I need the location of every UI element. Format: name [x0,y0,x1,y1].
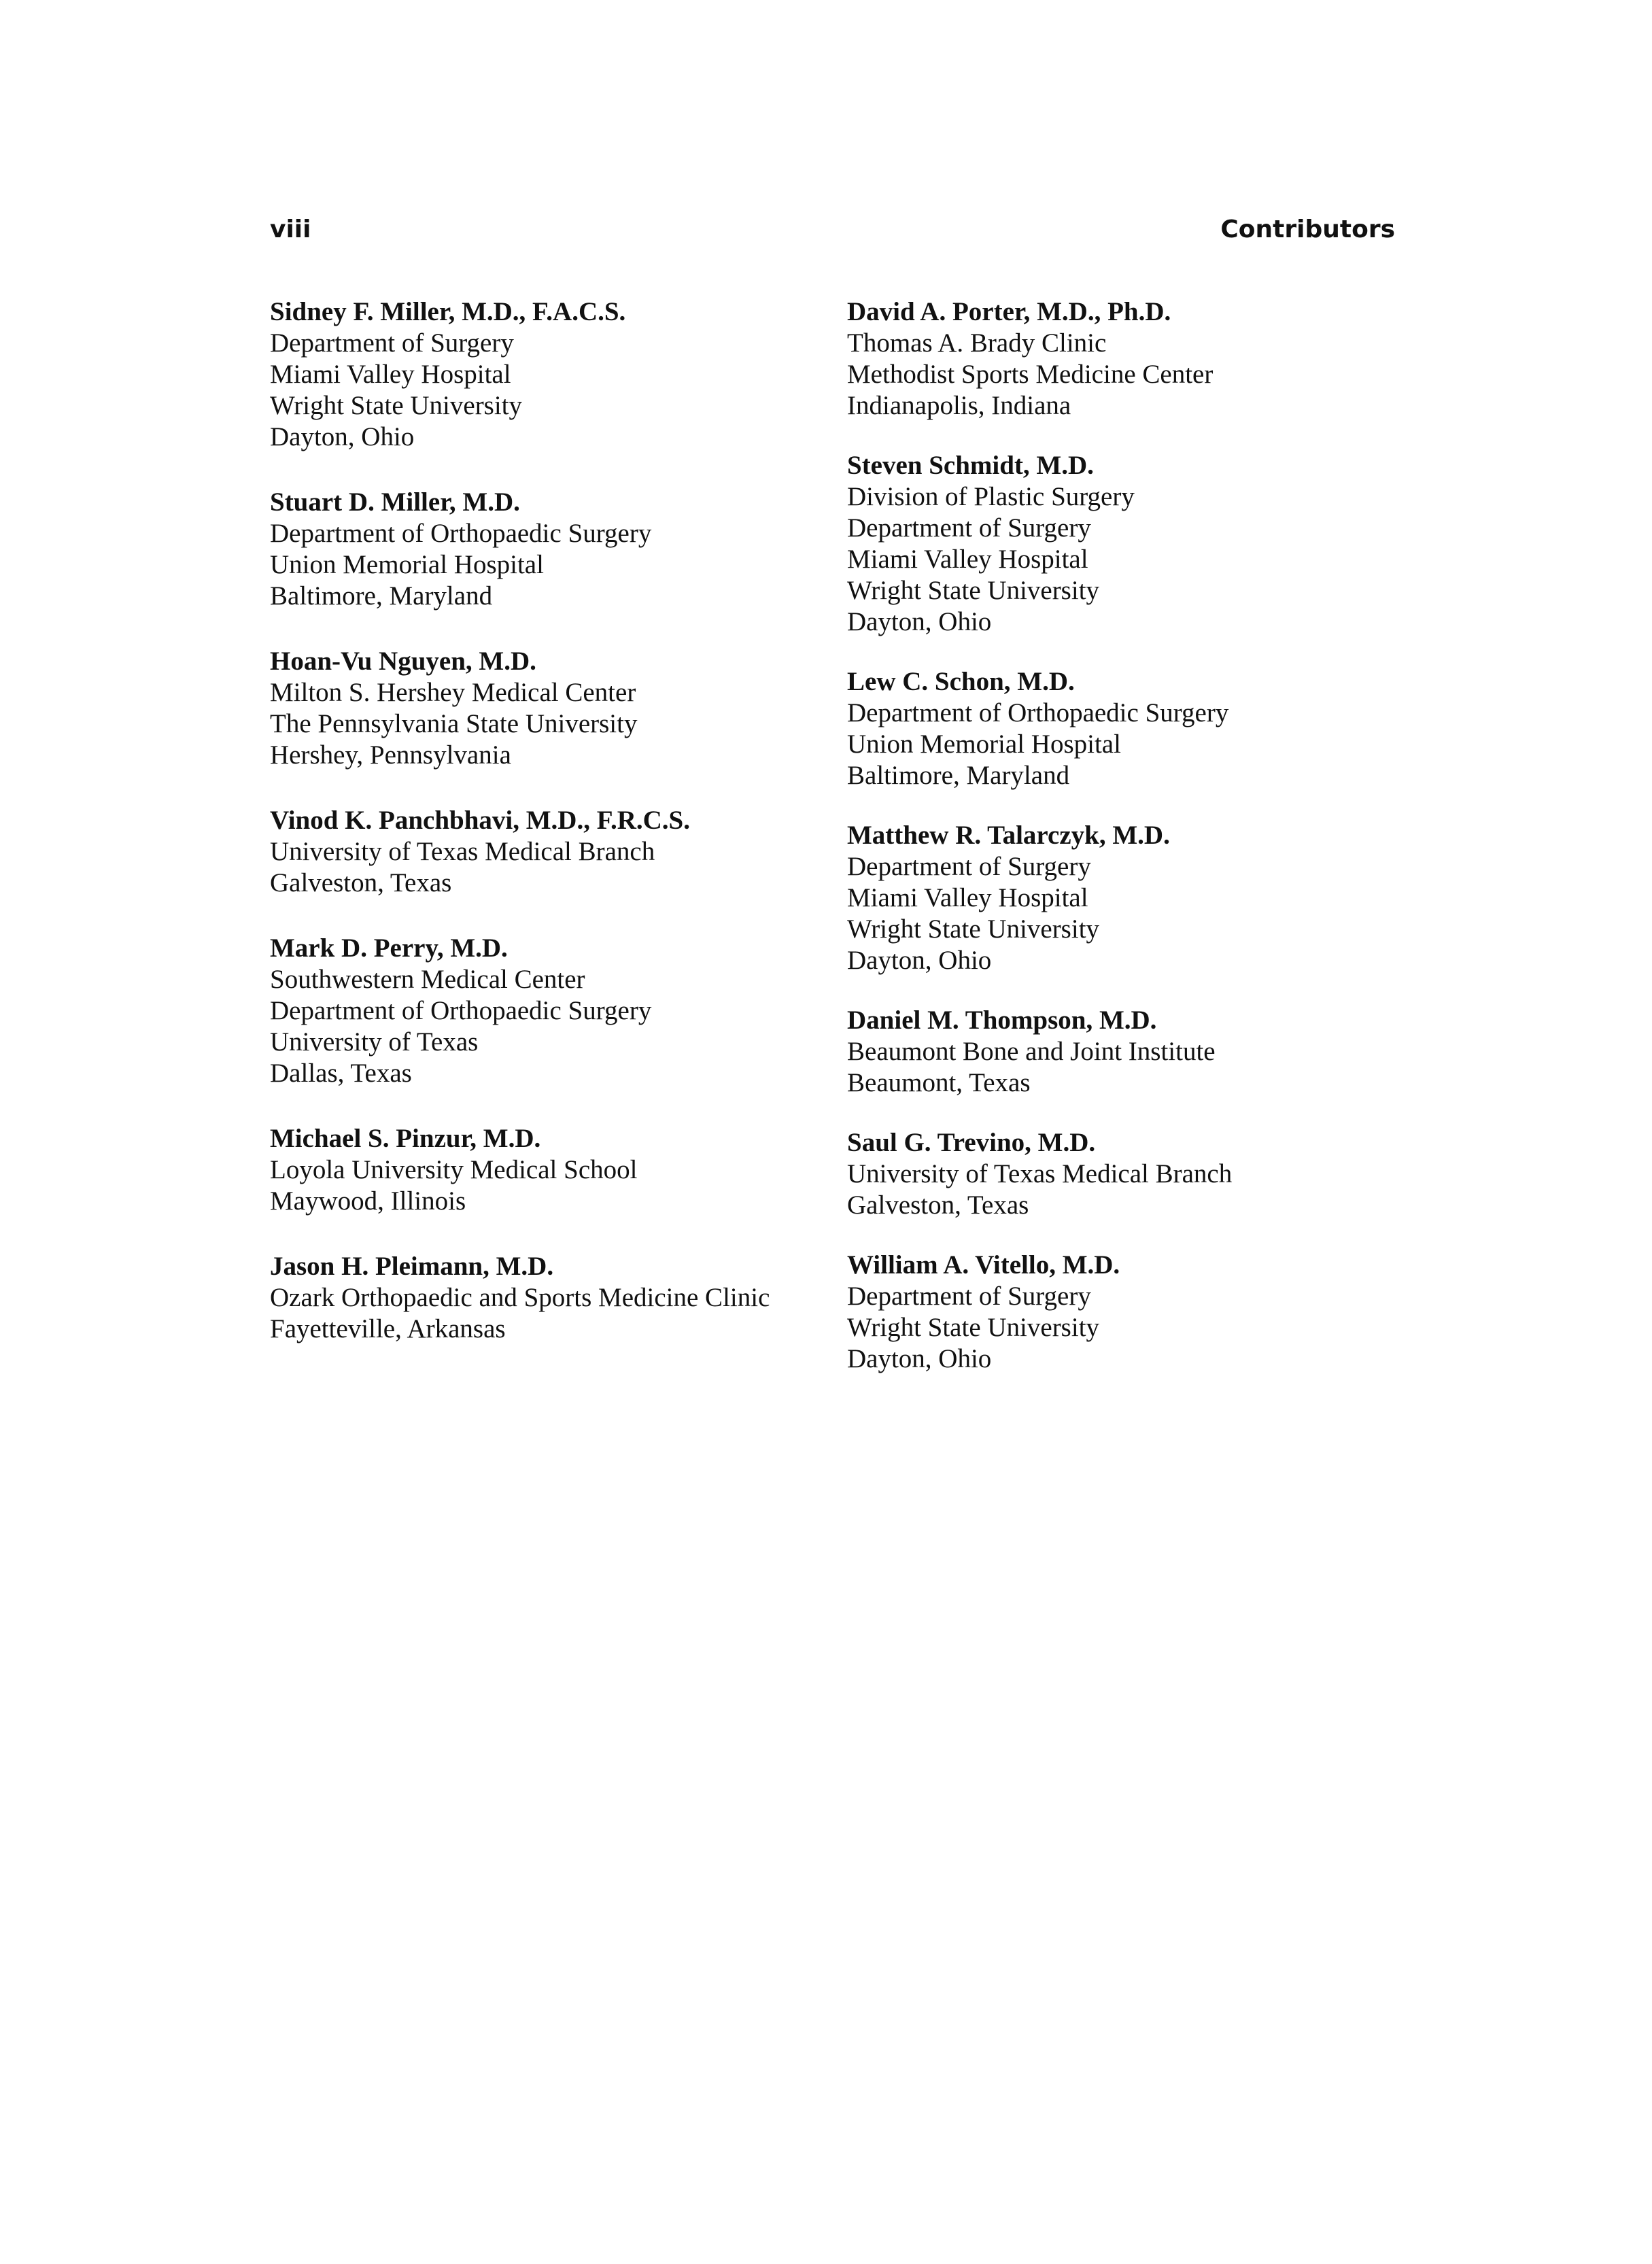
contributor-name: Lew C. Schon, M.D. [847,667,1075,696]
contributor-affiliation-line: Department of Surgery [847,852,1091,881]
contributor-affiliation-line: Thomas A. Brady Clinic [847,328,1107,358]
contributor-entry [270,487,834,612]
contributor-affiliation-line: Dayton, Ohio [847,946,992,975]
contributor-affiliation-line: Southwestern Medical Center [270,965,585,994]
page-number: viii [270,216,311,243]
contributor-affiliation-line: Department of Surgery [847,1282,1091,1311]
contributor-name: Daniel M. Thompson, M.D. [847,1006,1157,1035]
contributor-name: Matthew R. Talarczyk, M.D. [847,821,1170,850]
contributor-name: Saul G. Trevino, M.D. [847,1128,1096,1157]
contributor-affiliation-line: Hershey, Pennsylvania [270,740,511,770]
contributor-affiliation-line: Wright State University [847,1313,1100,1342]
contributor-name: Jason H. Pleimann, M.D. [270,1252,554,1281]
contributor-affiliation-line: Dayton, Ohio [270,422,415,451]
running-header-title: Contributors [1220,216,1395,243]
contributor-name: William A. Vitello, M.D. [847,1250,1120,1280]
contributor-affiliation-line: Department of Orthopaedic Surgery [270,519,652,548]
contributor-affiliation-line: Miami Valley Hospital [847,545,1088,574]
contributor-affiliation-line: Galveston, Texas [270,868,452,897]
contributors-left-column [270,296,834,1379]
contributor-affiliation-line: Wright State University [847,576,1100,605]
contributor-entry [270,646,834,771]
contributor-affiliation-line: Union Memorial Hospital [270,550,544,579]
contributor-affiliation-line: Methodist Sports Medicine Center [847,360,1214,389]
contributor-affiliation-line: Miami Valley Hospital [270,360,511,389]
contributor-affiliation-line: Indianapolis, Indiana [847,391,1071,420]
contributor-affiliation-line: University of Texas [270,1027,479,1057]
contributor-entry [270,1251,834,1345]
contributor-affiliation-line: Dayton, Ohio [847,1344,992,1373]
contributor-affiliation-line: Union Memorial Hospital [847,730,1121,759]
contributor-entry [847,1005,1411,1099]
contributor-affiliation-line: University of Texas Medical Branch [270,837,655,866]
contributor-name: Michael S. Pinzur, M.D. [270,1124,541,1153]
contributor-entry [270,933,834,1089]
contributor-affiliation-line: Ozark Orthopaedic and Sports Medicine Clinic [270,1283,770,1312]
contributor-affiliation-line: The Pennsylvania State University [270,709,638,738]
contributor-name: David A. Porter, M.D., Ph.D. [847,297,1171,326]
contributor-entry [847,666,1411,791]
contributor-entry [270,805,834,899]
contributor-affiliation-line: Loyola University Medical School [270,1155,638,1184]
contributor-affiliation-line: Department of Surgery [847,513,1091,543]
contributor-affiliation-line: Fayetteville, Arkansas [270,1314,506,1343]
contributor-name: Mark D. Perry, M.D. [270,933,508,963]
contributors-right-column [847,296,1411,1403]
contributor-name: Stuart D. Miller, M.D. [270,487,520,517]
contributor-affiliation-line: Maywood, Illinois [270,1186,466,1216]
contributor-affiliation-line: Baltimore, Maryland [847,761,1070,790]
contributor-name: Steven Schmidt, M.D. [847,451,1094,480]
contributor-affiliation-line: Dayton, Ohio [847,607,992,636]
contributor-entry [270,296,834,453]
contributor-affiliation-line: Miami Valley Hospital [847,883,1088,912]
contributor-affiliation-line: Department of Orthopaedic Surgery [847,698,1229,727]
contributor-name: Sidney F. Miller, M.D., F.A.C.S. [270,297,626,326]
contributor-affiliation-line: Wright State University [847,914,1100,944]
contributor-affiliation-line: Galveston, Texas [847,1190,1029,1220]
contributor-affiliation-line: Division of Plastic Surgery [847,482,1135,511]
contributor-affiliation-line: Department of Surgery [270,328,514,358]
contributor-affiliation-line: Beaumont, Texas [847,1068,1031,1097]
contributor-affiliation-line: Wright State University [270,391,523,420]
contributor-entry [847,450,1411,638]
contributor-entry [847,1250,1411,1375]
contributor-affiliation-line: Baltimore, Maryland [270,581,493,611]
contributor-name: Vinod K. Panchbhavi, M.D., F.R.C.S. [270,806,690,835]
contributor-affiliation-line: University of Texas Medical Branch [847,1159,1233,1188]
contributor-entry [847,1127,1411,1221]
contributor-entry [847,820,1411,976]
contributor-affiliation-line: Beaumont Bone and Joint Institute [847,1037,1216,1066]
contributor-name: Hoan-Vu Nguyen, M.D. [270,647,536,676]
contributor-affiliation-line: Department of Orthopaedic Surgery [270,996,652,1025]
contributor-affiliation-line: Milton S. Hershey Medical Center [270,678,636,707]
contributor-entry [847,296,1411,422]
contributor-affiliation-line: Dallas, Texas [270,1059,412,1088]
contributor-entry [270,1123,834,1217]
